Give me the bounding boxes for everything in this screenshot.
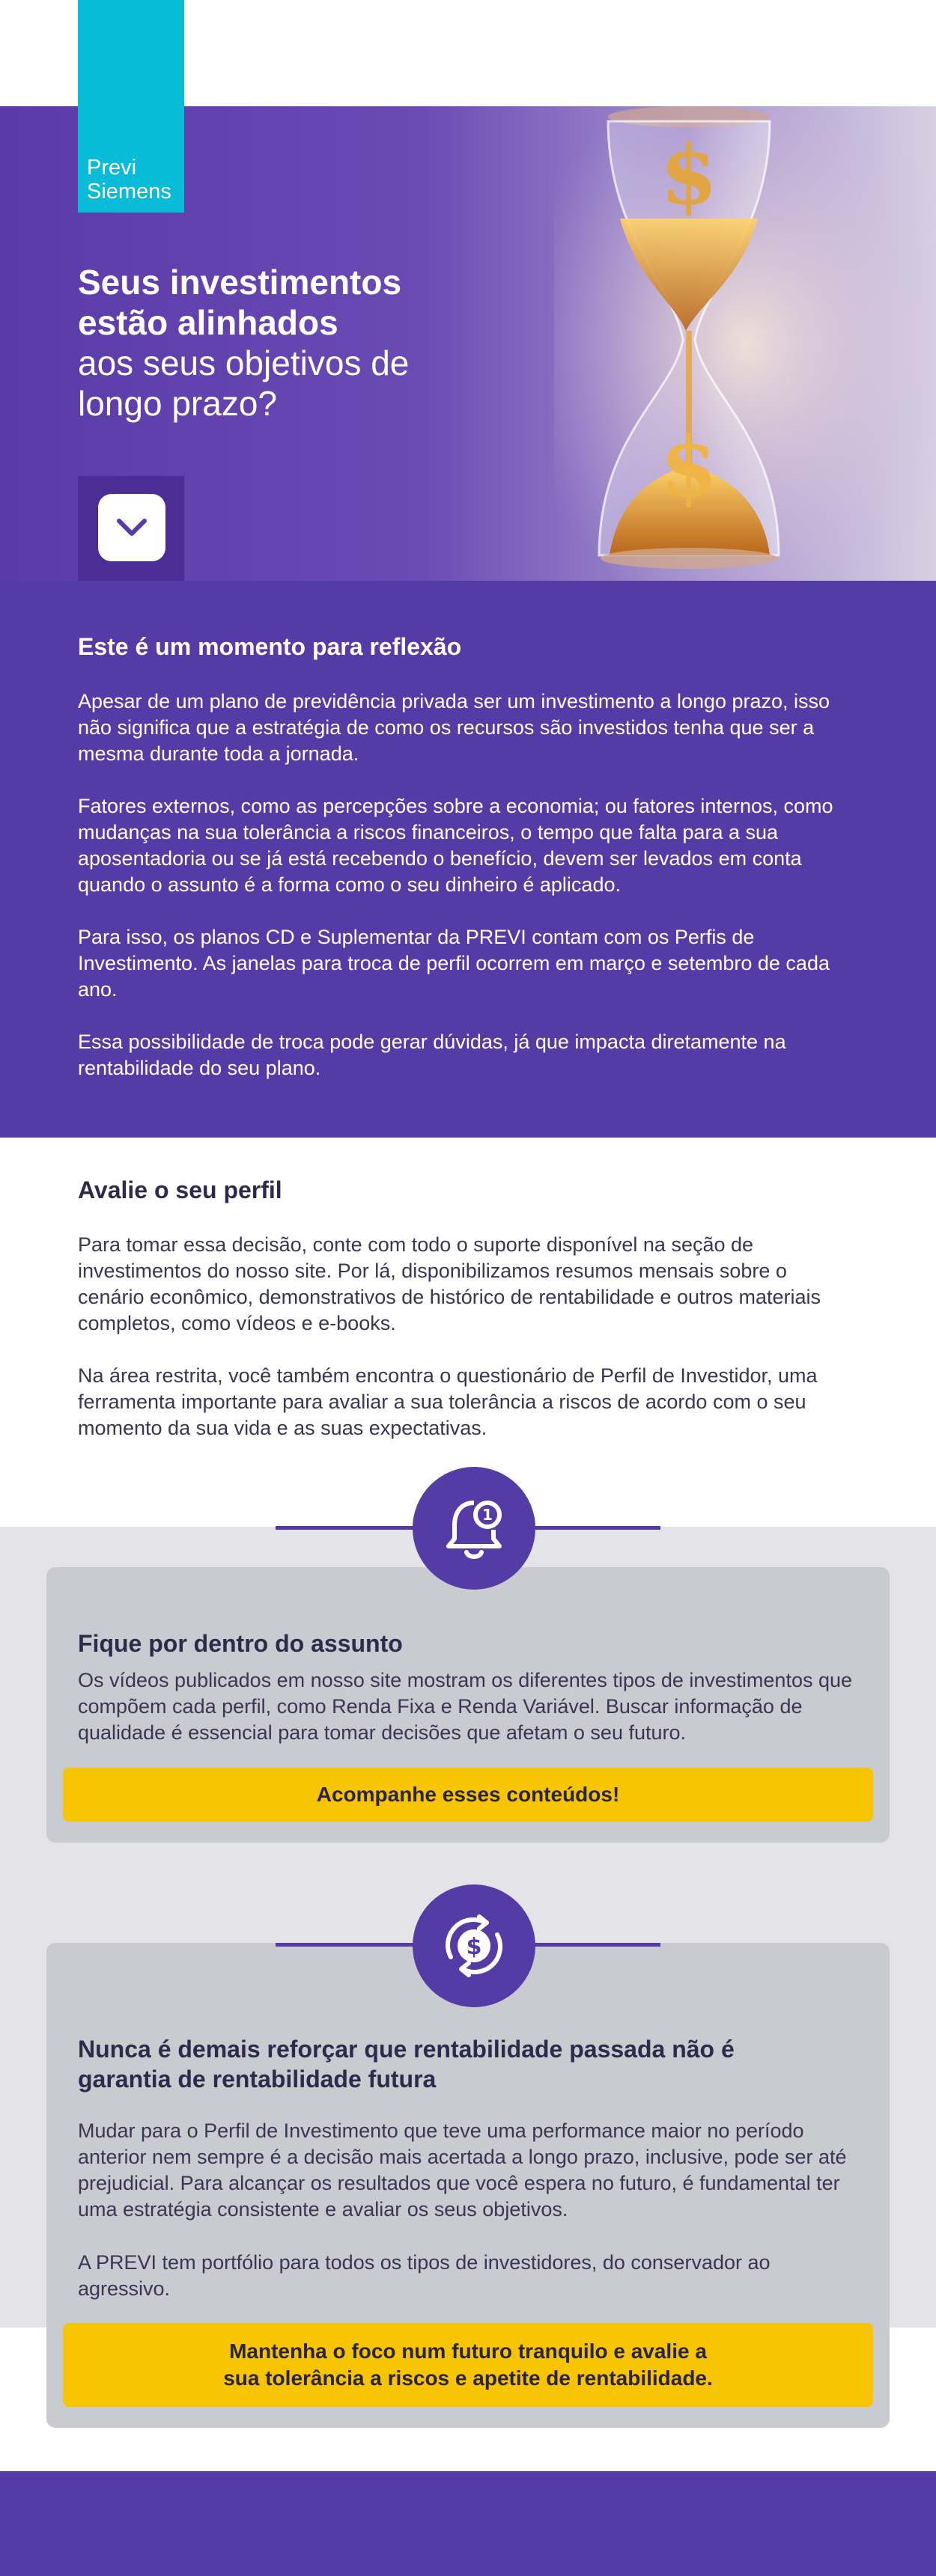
hourglass-image (554, 106, 936, 581)
card2-heading (78, 2034, 864, 2094)
scroll-down-box (78, 476, 184, 581)
hero-title-light-2: longo prazo? (78, 384, 277, 423)
card2-text: A PREVI tem portfólio para todos os tipos de investidores, do conservador ao agressivo. (78, 2251, 771, 2300)
logo-text (87, 156, 171, 204)
logo-line-siemens: Siemens (87, 180, 171, 204)
card1-heading: Fique por dentro do assunto (78, 1630, 403, 1657)
evaluate-risk-button[interactable] (63, 2323, 873, 2407)
chevron-down-icon (115, 517, 148, 538)
reflection-section (0, 581, 936, 1138)
reflection-paragraph: Essa possibilidade de troca pode gerar dúvidas, já que impacta diretamente na rentabilidade do seu plano. (78, 1031, 786, 1079)
svg-text:$: $ (466, 1934, 482, 1960)
card2-heading-line-2: garantia de rentabilidade futura (78, 2066, 437, 2093)
profile-body (78, 1232, 857, 1468)
bell-icon-circle (413, 1467, 535, 1590)
card2-heading-line-1: Nunca é demais reforçar que rentabilidade passada não é (78, 2036, 735, 2063)
profile-paragraph: Na área restrita, você também encontra o questionário de Perfil de Investidor, uma ferramenta importante para avaliar a sua tolerância a riscos de acordo com o seu momento da sua vida e as suas expectativas. (78, 1364, 818, 1439)
hero-title-bold-2: estão alinhados (78, 303, 338, 342)
hero-title (78, 262, 497, 424)
logo-line-previ: Previ (87, 156, 137, 180)
info-card-videos (46, 1567, 890, 1843)
dollar-icon-circle (413, 1884, 535, 2007)
cta-line-2: sua tolerância a riscos e apetite de rentabilidade. (223, 2366, 713, 2390)
svg-text:$: $ (660, 418, 718, 515)
dollar-cycle-icon (433, 1905, 515, 1987)
footer-band (0, 2471, 936, 2576)
reflection-body (78, 689, 857, 1108)
reflection-heading: Este é um momento para reflexão (78, 633, 462, 660)
scroll-down-button[interactable] (98, 494, 165, 561)
svg-text:$: $ (660, 126, 718, 223)
reflection-paragraph: Fatores externos, como as percepções sobre a economia; ou fatores internos, como mudanças na sua tolerância a riscos financeiros, o tempo que falta para a sua aposentadoria ou se já está recebendo o benefício, devem ser levados em conta quando o assunto é a forma como o seu dinheiro é aplicado. (78, 795, 833, 896)
svg-text:1: 1 (482, 1506, 493, 1524)
card2-text: Mudar para o Perfil de Investimento que teve uma performance maior no período anterior nem sempre é a decisão mais acertada a longo prazo, inclusive, pode ser até prejudicial. Para alcançar os resultados que você espera no futuro, é fundamental ter uma estratégia consistente e avaliar os seus objetivos. (78, 2119, 847, 2221)
hero-title-light-1: aos seus objetivos de (78, 344, 410, 382)
bell-notification-icon (438, 1492, 510, 1564)
card1-text: Os vídeos publicados em nosso site mostram os diferentes tipos de investimentos que compõem cada perfil, como Renda Fixa e Renda Variável. Buscar informação de qualidade é essencial para tomar decisões que afetam o seu futuro. (78, 1669, 853, 1744)
profile-paragraph: Para tomar essa decisão, conte com todo o suporte disponível na seção de investimentos do nosso site. Por lá, disponibilizamos resumos mensais sobre o cenário econômico, demonstrativos de histórico de rentabilidade e outros materiais completos, como vídeos e e-books. (78, 1233, 821, 1334)
previ-siemens-logo[interactable] (78, 0, 184, 213)
reflection-paragraph: Para isso, os planos CD e Suplementar da PREVI contam com os Perfis de Investimento. As janelas para troca de perfil ocorrem em março e setembro de cada ano. (78, 926, 830, 1001)
hero-title-bold-1: Seus investimentos (78, 263, 402, 302)
cta-line-1: Mantenha o foco num futuro tranquilo e avalie a (229, 2340, 707, 2363)
follow-content-button[interactable]: Acompanhe esses conteúdos! (63, 1768, 873, 1822)
info-card-returns (46, 1943, 890, 2428)
profile-heading: Avalie o seu perfil (78, 1176, 282, 1203)
reflection-paragraph: Apesar de um plano de previdência privada ser um investimento a longo prazo, isso não significa que a estratégia de como os recursos são investidos tenha que ser a mesma durante toda a jornada. (78, 690, 830, 765)
